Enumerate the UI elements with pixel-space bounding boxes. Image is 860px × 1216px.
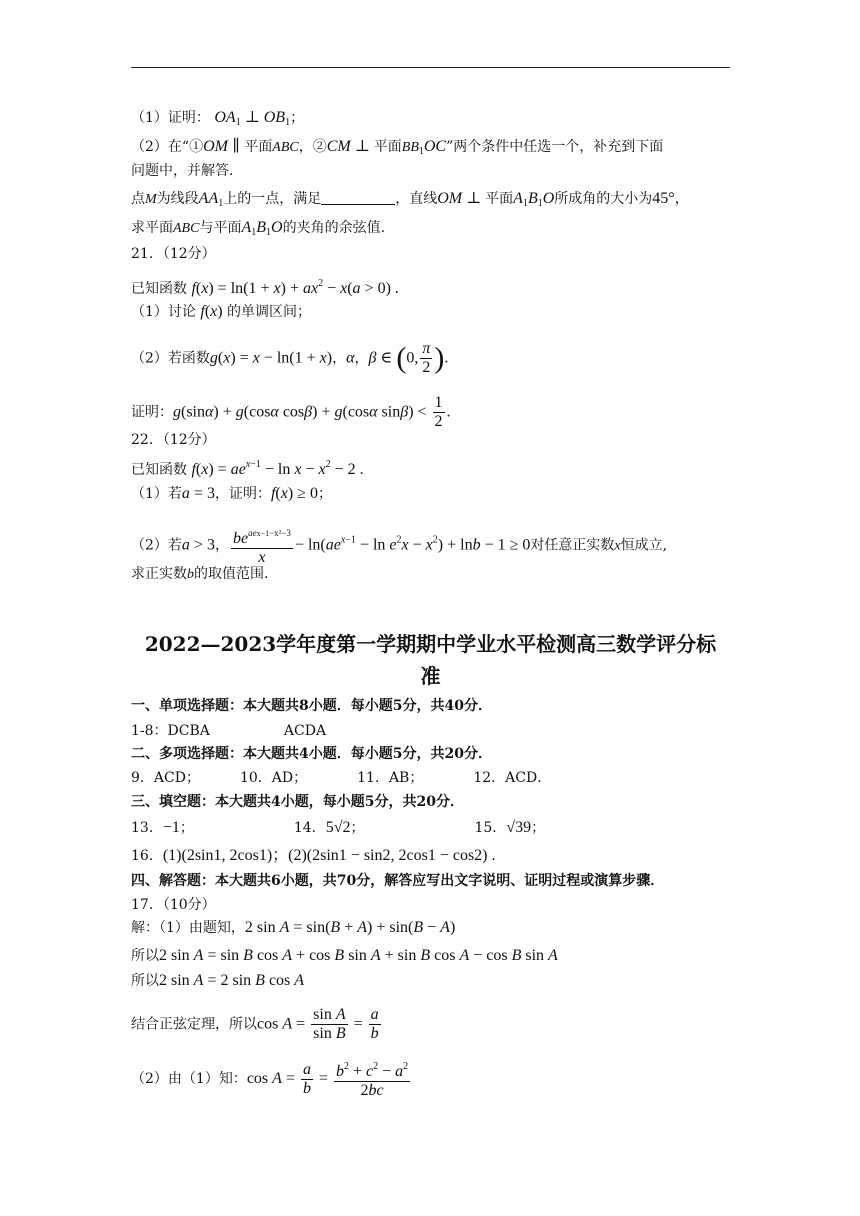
q17-step4: 结合正弦定理，所以cos A = $\frac{\text{sin A}}{\text{sin B}}$ = $\frac{a}{b}$ bbox=[131, 1006, 379, 1042]
p22-heading: 22．（12分） bbox=[131, 432, 216, 448]
answers-9-12: 9．ACD； 10．AD； 11．AB； 12．ACD． bbox=[131, 770, 552, 786]
answers-1-8: 1-8：DCBA ACDA bbox=[131, 723, 327, 739]
section-single-choice: 一、单项选择题：本大题共8小题．每小题5分，共40分． bbox=[131, 698, 492, 714]
section-free-response: 四、解答题：本大题共6小题，共70分，解答应写出文字说明、证明过程或演算步骤． bbox=[131, 873, 665, 889]
p20-part2: （2）在“①OM ∥ 平面ABC，②CM ⊥ 平面$BB_1OC$”两个条件中任选一个，补充到下面 bbox=[131, 138, 664, 157]
p21-given: 已知函数 $f(x) = \ln(1 + x) + ax^2 - x(a > 0)$ . bbox=[131, 278, 399, 297]
p21-proof: 证明：g(sinα) + g(cosα cosβ) + g(cosα sinβ) < $\frac{1}{2}$ . bbox=[131, 394, 451, 430]
answer-key-title-line1: 2022—2023学年度第一学期期中学业水平检测高三数学评分标 bbox=[144, 632, 717, 656]
q17-step1: 解：（1）由题知，2 sin A = sin(B + A) + sin(B − A) bbox=[131, 919, 456, 936]
p22-given: 已知函数 $f(x) = ae^{x-1} - \ln x - x^2 - 2$ . bbox=[131, 459, 364, 478]
p20-condition: 点M为线段$AA_1$上的一点，满足 ，直线OM ⊥ 平面$A_1B_1O$所成角的大小为45°， bbox=[131, 190, 689, 209]
q17-heading: 17．（10分） bbox=[131, 897, 216, 913]
fill-blank bbox=[321, 190, 395, 205]
answers-13-15: 13．−1； 14．5√2； 15．√39； bbox=[131, 819, 546, 836]
p20-question: 求平面ABC与平面$A_1B_1O$的夹角的余弦值. bbox=[131, 219, 386, 238]
header-rule bbox=[131, 67, 730, 68]
p21-part1: （1）讨论 f(x) 的单调区间； bbox=[131, 303, 312, 320]
p22-part1: （1）若a = 3，证明：f(x) ≥ 0； bbox=[131, 485, 332, 502]
p22-part2-cont: 求正实数b的取值范围. bbox=[131, 566, 269, 582]
section-multi-choice: 二、多项选择题：本大题共4小题．每小题5分，共20分． bbox=[131, 746, 492, 762]
q17-step2: 所以2 sin A = sin B cos A + cos B sin A + sin B cos A − cos B sin A bbox=[131, 947, 558, 964]
answer-16: 16．(1)(2sin1, 2cos1)；(2)(2sin1 − sin2, 2cos1 − cos2) . bbox=[131, 847, 496, 864]
section-fill-in: 三、填空题：本大题共4小题，每小题5分，共20分． bbox=[131, 794, 464, 810]
p20-part2-cont: 问题中，并解答. bbox=[131, 163, 234, 179]
q17-step3: 所以2 sin A = 2 sin B cos A bbox=[131, 972, 305, 989]
p21-heading: 21．（12分） bbox=[131, 246, 216, 262]
answer-key-title-line2: 准 bbox=[420, 664, 441, 688]
p22-part2: （2）若a > 3， $\frac{be^{aex-1-x^2-3}}{x}$ − $\ln(ae^{x-1} - \ln e^2x - x^2) + \ln b - 1 \ge 0$对任意正实数x恒成立, bbox=[131, 524, 730, 567]
q17-step5: （2）由（1）知：cos A = $\frac{a}{b}$ = $\frac{b^2 + c^2 - a^2}{2bc}$ bbox=[131, 1058, 730, 1100]
p20-part1: （1）证明： $OA_1$ ⊥ $OB_1$； bbox=[131, 109, 305, 128]
p21-part2: （2）若函数g(x) = x − ln(1 + x)，α，β ∈ (0, $\frac{\pi}{2}$ ). bbox=[131, 340, 449, 376]
